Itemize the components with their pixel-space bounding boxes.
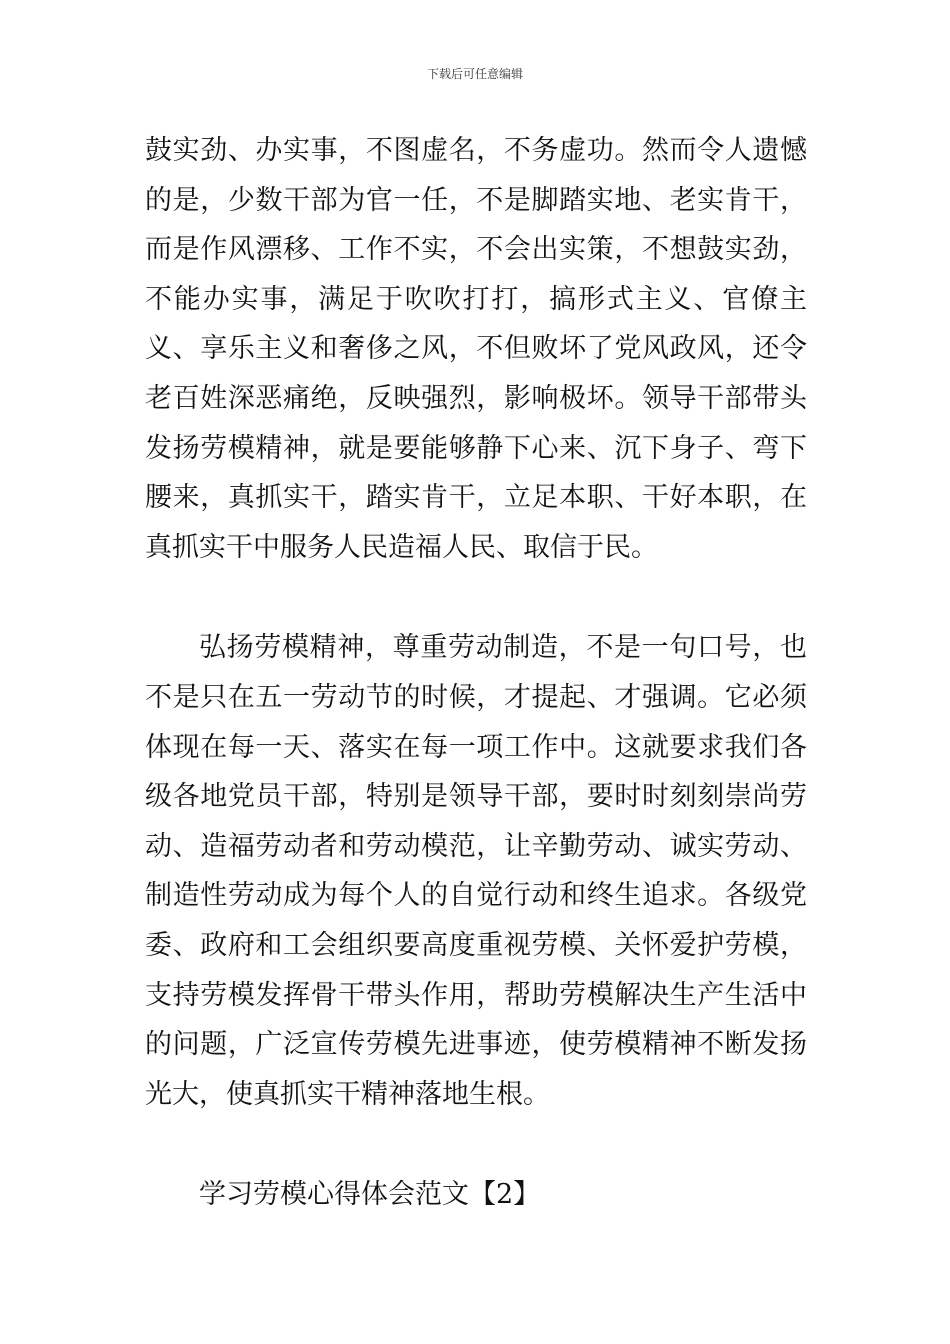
document-body bbox=[145, 126, 807, 1220]
paragraph-spacer bbox=[145, 572, 807, 623]
section-title: 学习劳模心得体会范文【2】 bbox=[199, 1179, 541, 1211]
paragraph-continuation: 鼓实劲、办实事，不图虚名，不务虚功。然而令人遗憾的是，少数干部为官一任，不是脚踏实地、老实肯干，而是作风漂移、工作不实，不会出实策，不想鼓实劲，不能办实事，满足于吹吹打打，搞形式主义、官僚主义、享乐主义和奢侈之风，不但败坏了党风政风，还令老百姓深恶痛绝，反映强烈，影响极坏。领导干部带头发扬劳模精神，就是要能够静下心来、沉下身子、弯下腰来，真抓实干，踏实肯干，立足本职、干好本职，在真抓实干中服务人民造福人民、取信于民。 bbox=[145, 135, 807, 563]
paragraph-spacer bbox=[145, 1119, 807, 1170]
paragraph-labor-model-spirit: 弘扬劳模精神，尊重劳动制造，不是一句口号，也不是只在五一劳动节的时候，才提起、才强调。它必须体现在每一天、落实在每一项工作中。这就要求我们各级各地党员干部，特别是领导干部，要时时刻刻崇尚劳动、造福劳动者和劳动模范，让辛勤劳动、诚实劳动、制造性劳动成为每个人的自觉行动和终生追求。各级党委、政府和工会组织要高度重视劳模、关怀爱护劳模，支持劳模发挥骨干带头作用，帮助劳模解决生产生活中的问题，广泛宣传劳模先进事迹，使劳模精神不断发扬光大，使真抓实干精神落地生根。 bbox=[145, 632, 807, 1110]
page-header: 下载后可任意编辑 bbox=[426, 67, 523, 81]
